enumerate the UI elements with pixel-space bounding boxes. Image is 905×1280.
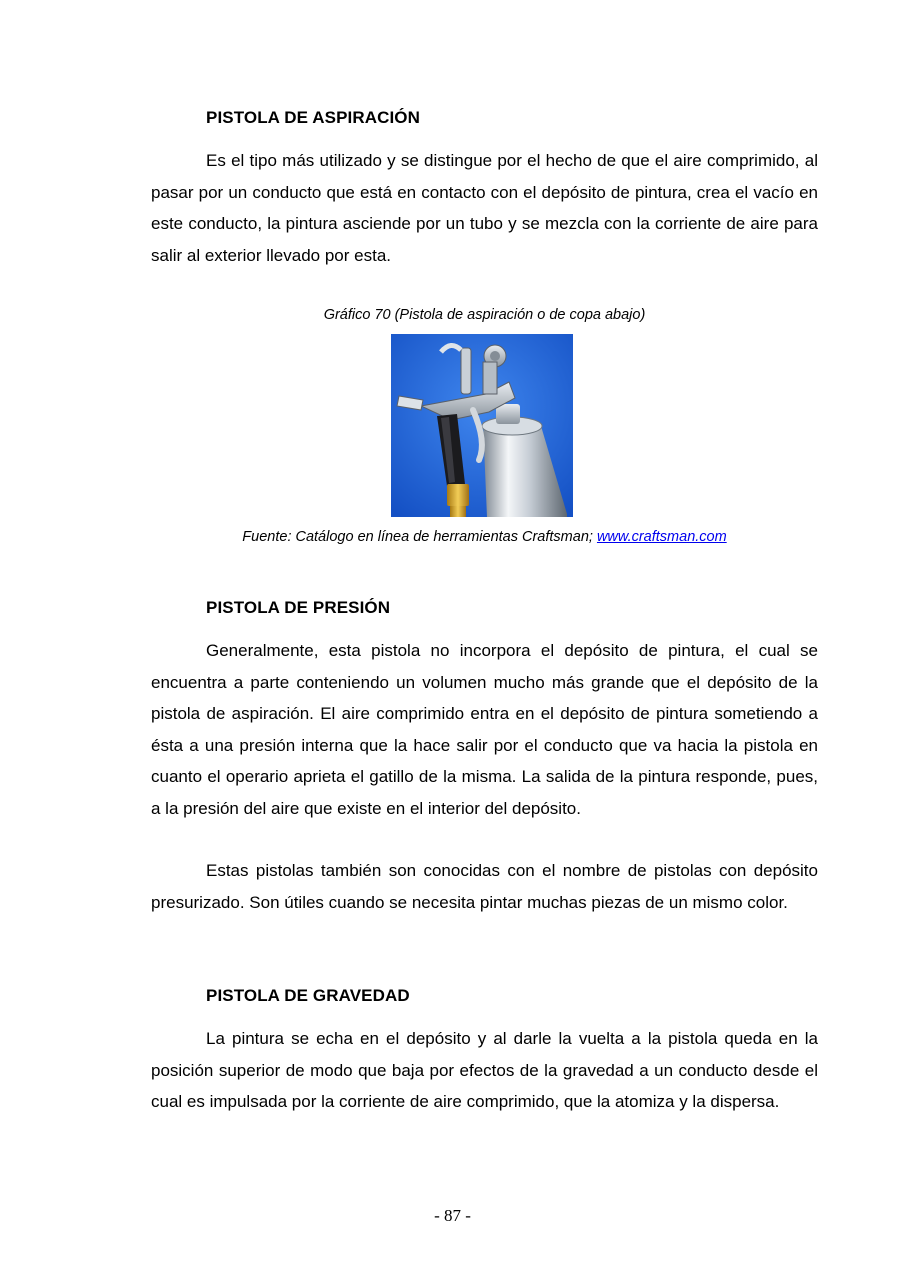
- heading-pistola-presion: PISTOLA DE PRESIÓN: [206, 598, 391, 617]
- paragraph-presion-2: Estas pistolas también son conocidas con el nombre de pistolas con depósito presurizado. Son útiles cuando se necesita pintar muchas piezas de un mismo color.: [151, 861, 818, 912]
- heading-pistola-gravedad: PISTOLA DE GRAVEDAD: [206, 986, 410, 1005]
- heading-pistola-aspiracion: PISTOLA DE ASPIRACIÓN: [206, 108, 420, 127]
- paragraph-aspiracion: Es el tipo más utilizado y se distingue por el hecho de que el aire comprimido, al pasar por un conducto que está en contacto con el depósito de pintura, crea el vacío en este conducto, la pintura asciende por un tubo y se mezcla con la corriente de aire para salir al exterior llevado por esta.: [151, 151, 818, 265]
- source-link[interactable]: www.craftsman.com: [596, 529, 727, 545]
- source-text: Fuente: Catálogo en línea de herramientas Craftsman;: [242, 529, 597, 545]
- spray-gun-photo: [391, 334, 573, 517]
- page-number: - 87 -: [434, 1206, 471, 1225]
- paragraph-gravedad: La pintura se echa en el depósito y al darle la vuelta a la pistola queda en la posición superior de modo que baja por efectos de la gravedad a un conducto desde el cual es impulsada por la corriente de aire comprimido, que la atomiza y la dispersa.: [151, 1029, 818, 1111]
- figure-caption: Gráfico 70 (Pistola de aspiración o de copa abajo): [323, 307, 646, 323]
- paragraph-presion-1: Generalmente, esta pistola no incorpora el depósito de pintura, el cual se encuentra a parte conteniendo un volumen mucho más grande que el depósito de la pistola de aspiración. El aire comprimido entra en el depósito de pintura sometiendo a ésta a una presión interna que la hace salir por el conducto que va hacia la pistola en cuanto el operario aprieta el gatillo de la misma. La salida de la pintura responde, pues, a la presión del aire que existe en el interior del depósito.: [151, 641, 818, 818]
- figure-source: [151, 529, 818, 545]
